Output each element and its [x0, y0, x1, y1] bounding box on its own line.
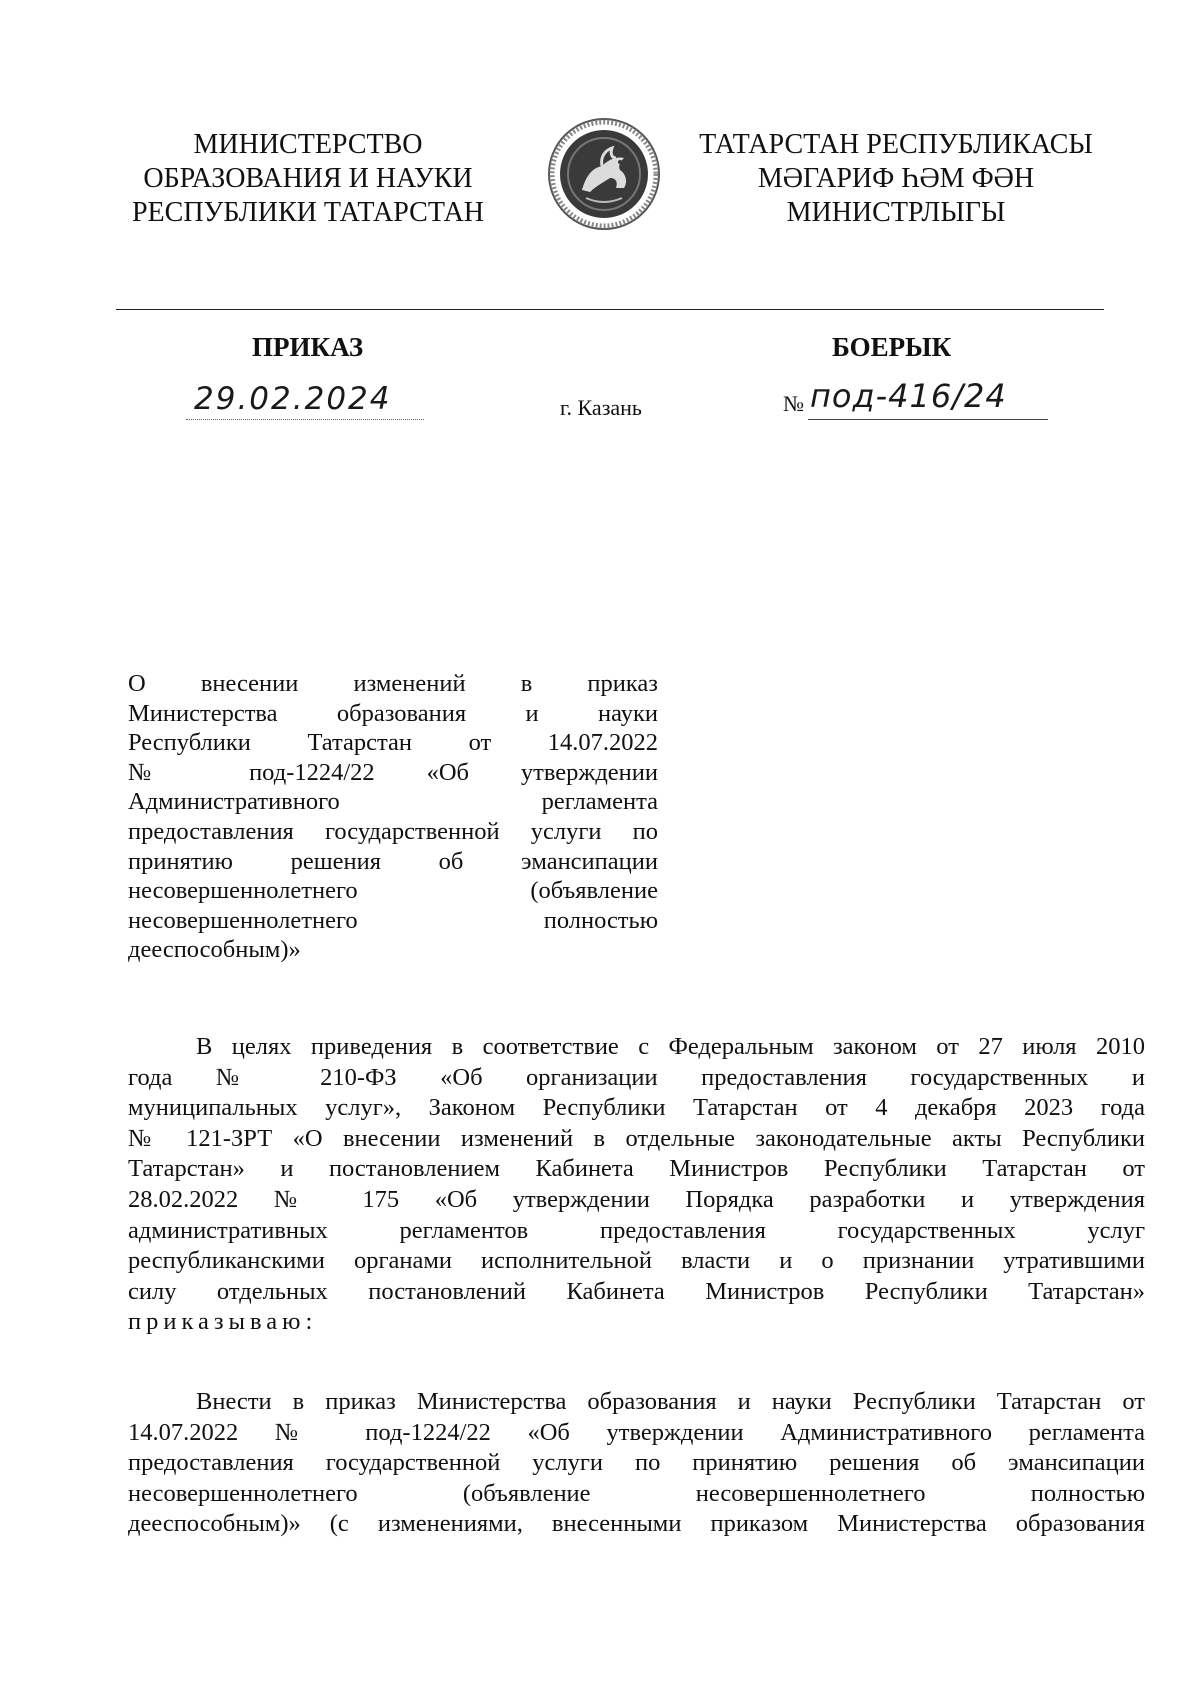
- paragraph-line: республиканскими органами исполнительной власти и о признании утратившими: [128, 1247, 1145, 1275]
- paragraph-line: дееспособным)» (с изменениями, внесенными приказом Министерства образования: [128, 1510, 1145, 1538]
- paragraph-line: административных регламентов предоставления государственных услуг: [128, 1216, 1145, 1244]
- ministry-ru-line: РЕСПУБЛИКИ ТАТАРСТАН: [131, 197, 485, 228]
- ministry-tt-line: МӘГАРИФ ҺӘМ ФӘН: [757, 163, 1035, 194]
- paragraph-line: 28.02.2022 № 175 «Об утверждении Порядка разработки и утверждения: [128, 1185, 1145, 1213]
- paragraph-line: В целях приведения в соответствие с Федеральным законом от 27 июля 2010: [196, 1033, 1145, 1060]
- order-number-field: [808, 377, 1048, 420]
- ministry-tt-line: МИНИСТРЛЫГЫ: [786, 197, 1006, 228]
- order-date-field: [186, 383, 424, 420]
- paragraph-line: Татарстан» и постановлением Кабинета Министров Республики Татарстан от: [128, 1155, 1145, 1183]
- paragraph-line: № 121-ЗРТ «О внесении изменений в отдельные законодательные акты Республики: [128, 1124, 1145, 1152]
- subject-line: Министерства образования и науки: [128, 699, 658, 727]
- order-title-ru: ПРИКАЗ: [252, 332, 364, 362]
- ministry-tt-line: ТАТАРСТАН РЕСПУБЛИКАСЫ: [699, 129, 1093, 160]
- paragraph-line: Внести в приказ Министерства образования и науки Республики Татарстан от: [196, 1388, 1145, 1415]
- order-number-label: №: [783, 391, 804, 416]
- paragraph-line: несовершеннолетнего (объявление несовершеннолетнего полностью: [128, 1479, 1145, 1507]
- subject-line: Республики Татарстан от 14.07.2022: [128, 729, 658, 757]
- subject-line: № под-1224/22 «Об утверждении: [128, 758, 658, 786]
- order-word: приказываю:: [128, 1308, 318, 1336]
- subject-line: несовершеннолетнего (объявление: [128, 877, 658, 905]
- subject-line: дееспособным)»: [128, 936, 301, 964]
- operative-paragraph: [128, 1387, 1145, 1540]
- paragraph-line: года № 210-ФЗ «Об организации предоставления государственных и: [128, 1063, 1145, 1091]
- order-number-handwritten: под-416/24: [810, 377, 1007, 415]
- order-date-handwritten: 29.02.2024: [194, 381, 392, 417]
- ministry-ru-line: МИНИСТЕРСТВО: [193, 129, 423, 160]
- subject-line: Административного регламента: [128, 788, 658, 816]
- paragraph-line: силу отдельных постановлений Кабинета Министров Республики Татарстан»: [128, 1277, 1145, 1305]
- subject-line: несовершеннолетнего полностью: [128, 906, 658, 934]
- ministry-name-tt: [696, 128, 1096, 230]
- order-subject: [128, 669, 658, 965]
- paragraph-line: 14.07.2022 № под-1224/22 «Об утверждении Административного регламента: [128, 1418, 1145, 1446]
- tatarstan-coat-of-arms-icon: [546, 116, 662, 232]
- paragraph-line: предоставления государственной услуги по принятию решения об эмансипации: [128, 1449, 1145, 1477]
- header-divider: [116, 309, 1104, 310]
- preamble-paragraph: [128, 1032, 1145, 1338]
- subject-line: принятию решения об эмансипации: [128, 847, 658, 875]
- subject-line: предоставления государственной услуги по: [128, 817, 658, 845]
- ministry-name-ru: [118, 128, 498, 230]
- order-city: г. Казань: [560, 395, 642, 420]
- subject-line: О внесении изменений в приказ: [128, 670, 658, 697]
- order-title-tt: БОЕРЫК: [832, 332, 952, 362]
- ministry-ru-line: ОБРАЗОВАНИЯ И НАУКИ: [143, 163, 473, 194]
- paragraph-line: муниципальных услуг», Законом Республики Татарстан от 4 декабря 2023 года: [128, 1094, 1145, 1122]
